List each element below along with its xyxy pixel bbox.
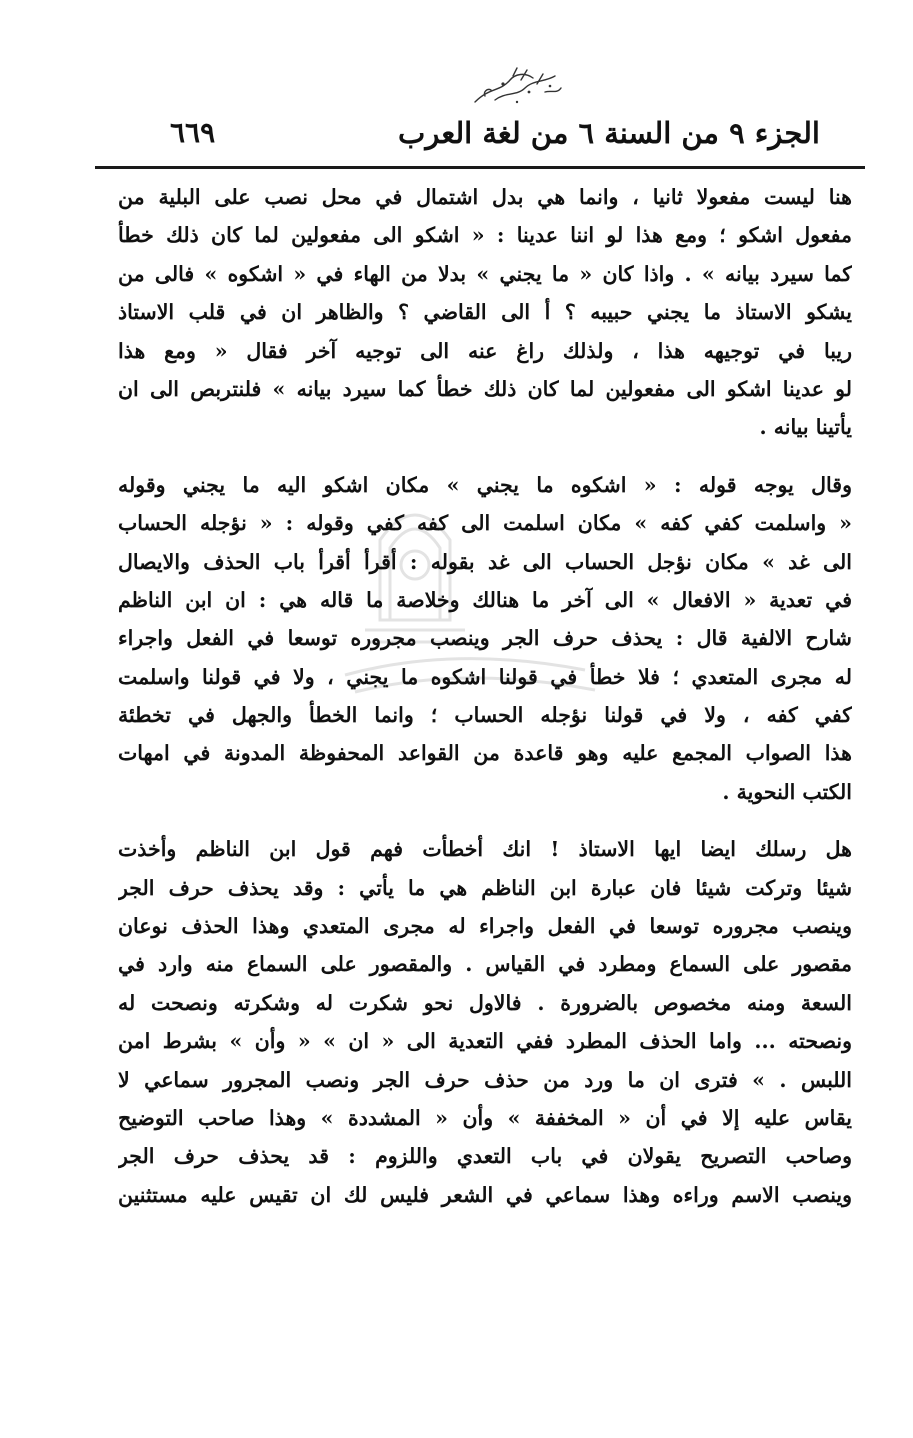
running-title: الجزء ٩ من السنة ٦ من لغة العرب [398, 116, 820, 150]
text-line: يقاس عليه إلا في أن « المخففة » وأن « المشددة » وهذا صاحب التوضيح [118, 1105, 852, 1130]
text-line: هذا الصواب المجمع عليه وهو قاعدة من القواعد المحفوظة المدونة في امهات [118, 741, 852, 766]
text-line: وينصب مجروره توسعا في الفعل واجراء له مجرى المتعدي وهذا الحذف نوعان [118, 914, 852, 939]
text-line: له مجرى المتعدي ؛ فلا خطأ في قولنا اشكوه ما يجني ، ولا في قولنا واسلمت [118, 664, 852, 689]
text-line: مقصور على السماع ومطرد في القياس . والمقصور على السماع منه وارد في [118, 952, 852, 977]
text-line: شارح الالفية قال : يحذف حرف الجر وينصب مجروره توسعا في الفعل واجراء [118, 626, 852, 651]
text-line: « واسلمت كفي كفه » مكان اسلمت الى كفه كفي وقوله : « نؤجله الحساب [118, 511, 852, 536]
text-line: السعة ومنه مخصوص بالضرورة . فالاول نحو شكرت له وشكرته ونصحت له [118, 990, 852, 1015]
article-body [118, 178, 852, 1214]
text-line: شيئا وتركت شيئا فان عبارة ابن الناظم هي ما يأتي : وقد يحذف حرف الجر [118, 875, 852, 900]
text-line: لو عدينا اشكو الى مفعولين لما كان ذلك خطأ كما سيرد بيانه » فلنتربص الى ان [118, 376, 852, 401]
paragraph [118, 178, 852, 447]
text-line: ونصحته ... واما الحذف المطرد ففي التعدية الى « ان » « وأن » بشرط امن [118, 1029, 852, 1054]
paragraph [118, 830, 852, 1214]
text-line: كفي كفه ، ولا في قولنا نؤجله الحساب ؛ وانما الخطأ والجهل في تخطئة [118, 703, 852, 728]
ornament-flourish-icon [455, 62, 575, 112]
header-rule [95, 166, 865, 169]
text-line: في تعدية « الافعال » الى آخر ما هنالك وخلاصة ما قاله هي : ان ابن الناظم [118, 587, 852, 612]
text-line: يشكو الاستاذ ما يجني حبيبه ؟ أ الى القاضي ؟ والظاهر ان في قلب الاستاذ [118, 300, 852, 325]
text-line: وصاحب التصريح يقولان في باب التعدي واللزوم : قد يحذف حرف الجر [118, 1144, 852, 1169]
page-number: ٦٦٩ [170, 116, 216, 149]
text-line: يأتينا بيانه . [759, 415, 852, 440]
text-line: ريبا في توجيهه هذا ، ولذلك راغ عنه الى توجيه آخر فقال « ومع هذا [118, 338, 852, 363]
text-line: وقال يوجه قوله : « اشكوه ما يجني » مكان اشكو اليه ما يجني وقوله [118, 472, 852, 497]
text-line: اللبس . » فترى ان ما ورد من حذف حرف الجر ونصب المجرور سماعي لا [118, 1067, 852, 1092]
text-line: الى غد » مكان نؤجل الحساب الى غد بقوله : أقرأ أقرأ باب الحذف والايصال [118, 549, 852, 574]
paragraph [118, 466, 852, 812]
text-line: وينصب الاسم وراءه وهذا سماعي في الشعر فليس لك ان تقيس عليه مستثنين [118, 1182, 852, 1207]
text-line: الكتب النحوية . [722, 779, 852, 804]
text-line: مفعول اشكو ؛ ومع هذا لو اننا عدينا : « اشكو الى مفعولين لما كان ذلك خطأ [118, 223, 852, 248]
text-line: هل رسلك ايضا ايها الاستاذ ! انك أخطأت فهم قول ابن الناظم وأخذت [118, 837, 852, 862]
text-line: هنا ليست مفعولا ثانيا ، وانما هي بدل اشتمال في محل نصب على البلية من [118, 185, 852, 209]
page-header [150, 112, 820, 162]
text-line: كما سيرد بيانه » . واذا كان « ما يجني » بدلا من الهاء في « اشكوه » فالى من [118, 261, 852, 286]
